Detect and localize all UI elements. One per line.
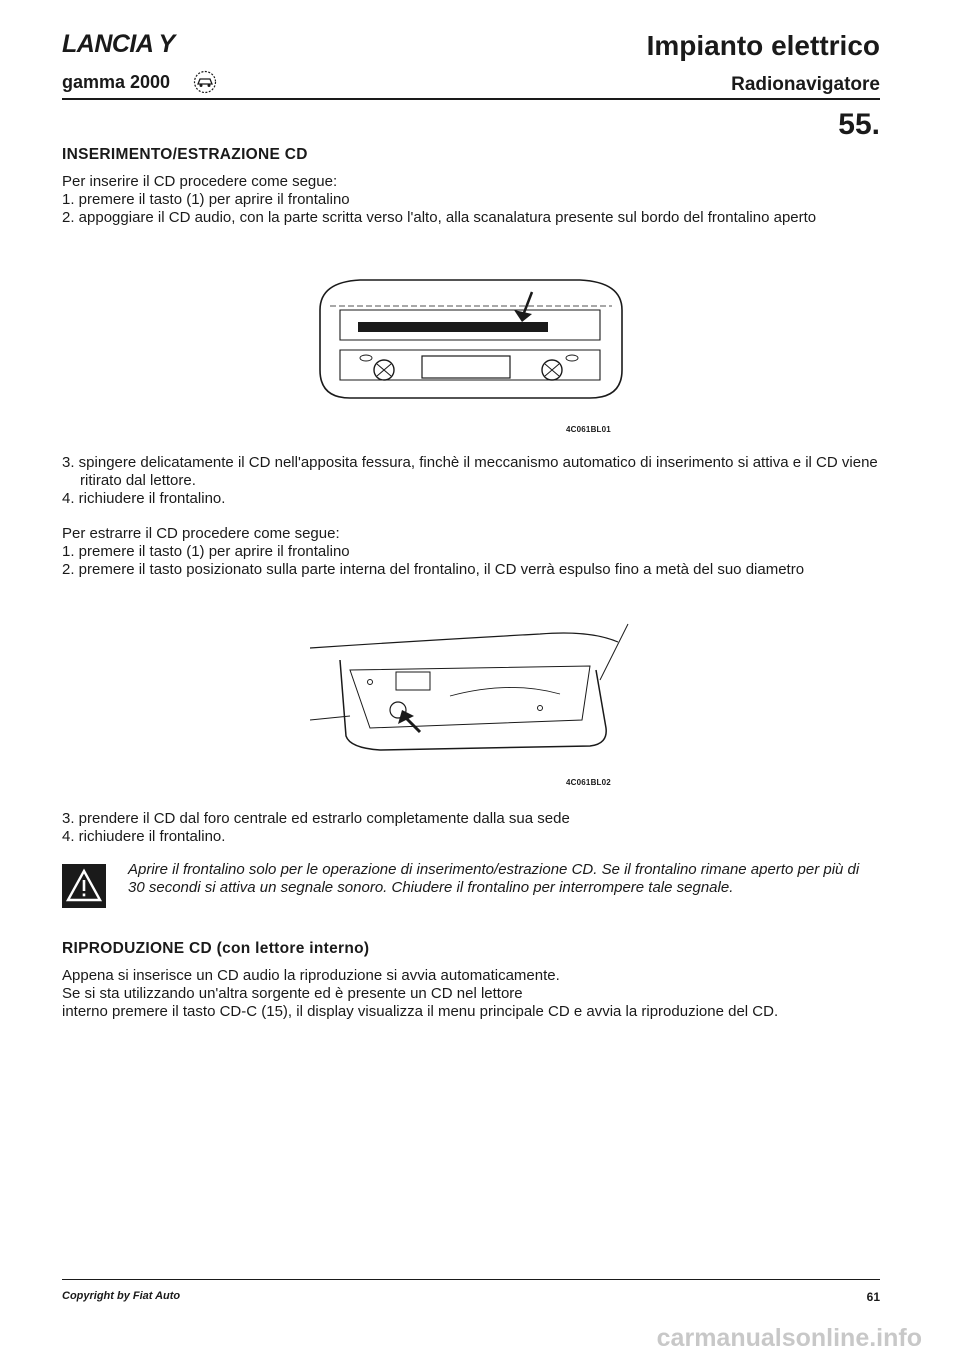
page-number: 61 [866, 1290, 880, 1304]
step-item: 1. premere il tasto (1) per aprire il frontalino [62, 543, 350, 560]
paragraph-line: Appena si inserisce un CD audio la riproduzione si avvia automaticamente. [62, 967, 560, 984]
section-title: Impianto elettrico [646, 30, 880, 61]
subsection-title: Radionavigatore [731, 74, 880, 95]
step-item: 3. prendere il CD dal foro centrale ed estrarlo completamente dalla sua sede [62, 810, 570, 827]
intro-extract: Per estrarre il CD procedere come segue: [62, 525, 340, 542]
radio-cd-slot-figure [300, 270, 640, 410]
step-item: 4. richiudere il frontalino. [62, 828, 226, 845]
heading-playback: RIPRODUZIONE CD (con lettore interno) [62, 940, 370, 957]
figure-caption: 4C061BL01 [566, 425, 611, 434]
figure-caption: 4C061BL02 [566, 778, 611, 787]
header-rule [62, 98, 880, 100]
paragraph-line: interno premere il tasto CD-C (15), il display visualizza il menu principale CD e avvia la riproduzione del CD. [62, 1003, 779, 1020]
warning-icon [62, 864, 106, 908]
step-item: 2. premere il tasto posizionato sulla parte interna del frontalino, il CD verrà espulso fino a metà del suo diametro [62, 561, 805, 578]
step-item: 1. premere il tasto (1) per aprire il frontalino [62, 191, 350, 208]
copyright: Copyright by Fiat Auto [62, 1290, 181, 1302]
heading-insert-extract: INSERIMENTO/ESTRAZIONE CD [62, 146, 308, 163]
intro-insert: Per inserire il CD procedere come segue: [62, 173, 338, 190]
footer-rule [62, 1279, 880, 1280]
step-item: 3. spingere delicatamente il CD nell'apposita fessura, finchè il meccanismo automatico di inserimento si attiva e il CD viene ritirato dal lettore. [62, 454, 878, 489]
car-icon [192, 70, 218, 94]
step-item: 4. richiudere il frontalino. [62, 490, 226, 507]
brand-title: LANCIA Y [62, 30, 175, 58]
front-panel-eject-figure [310, 620, 640, 760]
paragraph-line: Se si sta utilizzando un'altra sorgente ed è presente un CD nel lettore [62, 985, 523, 1002]
step-item: 2. appoggiare il CD audio, con la parte scritta verso l'alto, alla scanalatura presente sul bordo del frontalino aperto [62, 209, 817, 226]
model-range: gamma 2000 [62, 72, 171, 92]
warning-text: Aprire il frontalino solo per le operazione di inserimento/estrazione CD. Se il frontalino rimane aperto per più di 30 secondi si attiva un segnale sonoro. Chiudere il frontalino per interrompere tale segnale. [128, 861, 860, 896]
watermark: carmanualsonline.info [656, 1324, 922, 1352]
page-section-number: 55. [838, 108, 880, 141]
